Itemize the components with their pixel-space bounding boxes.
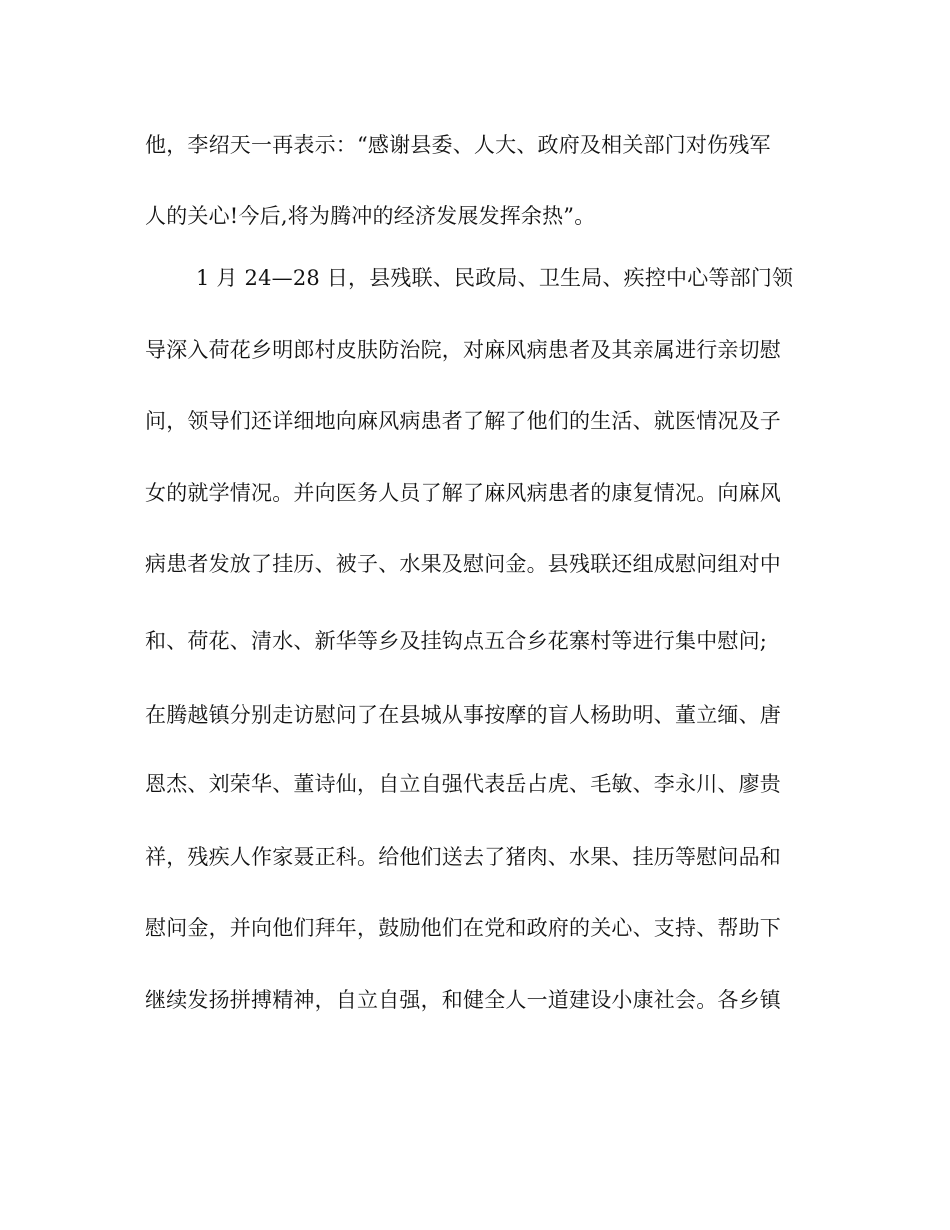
- text-line: 祥，残疾人作家聂正科。给他们送去了猪肉、水果、挂历等慰问品和: [145, 845, 781, 869]
- text-line: 导深入荷花乡明郎村皮肤防治院，对麻风病患者及其亲属进行亲切慰: [145, 338, 781, 362]
- text-line: 病患者发放了挂历、被子、水果及慰问金。县残联还组成慰问组对中: [145, 552, 781, 576]
- paragraph-first-line: 1 月 24—28 日，县残联、民政局、卫生局、疾控中心等部门领: [196, 266, 794, 290]
- text-line: 他，李绍天一再表示：“感谢县委、人大、政府及相关部门对伤残军: [145, 133, 771, 157]
- text-line: 继续发扬拼搏精神，自立自强，和健全人一道建设小康社会。各乡镇: [145, 988, 781, 1012]
- text-line: 问，领导们还详细地向麻风病患者了解了他们的生活、就医情况及子: [145, 409, 781, 433]
- text-line: 和、荷花、清水、新华等乡及挂钩点五合乡花寨村等进行集中慰问;: [145, 629, 768, 653]
- text-line: 在腾越镇分别走访慰问了在县城从事按摩的盲人杨助明、董立缅、唐: [145, 703, 781, 727]
- text-line: 慰问金，并向他们拜年，鼓励他们在党和政府的关心、支持、帮助下: [145, 916, 781, 940]
- text-line: 人的关心!今后,将为腾冲的经济发展发挥余热”。: [145, 204, 596, 228]
- text-line: 女的就学情况。并向医务人员了解了麻风病患者的康复情况。向麻风: [145, 481, 781, 505]
- text-line: 恩杰、刘荣华、董诗仙，自立自强代表岳占虎、毛敏、李永川、廖贵: [145, 772, 781, 796]
